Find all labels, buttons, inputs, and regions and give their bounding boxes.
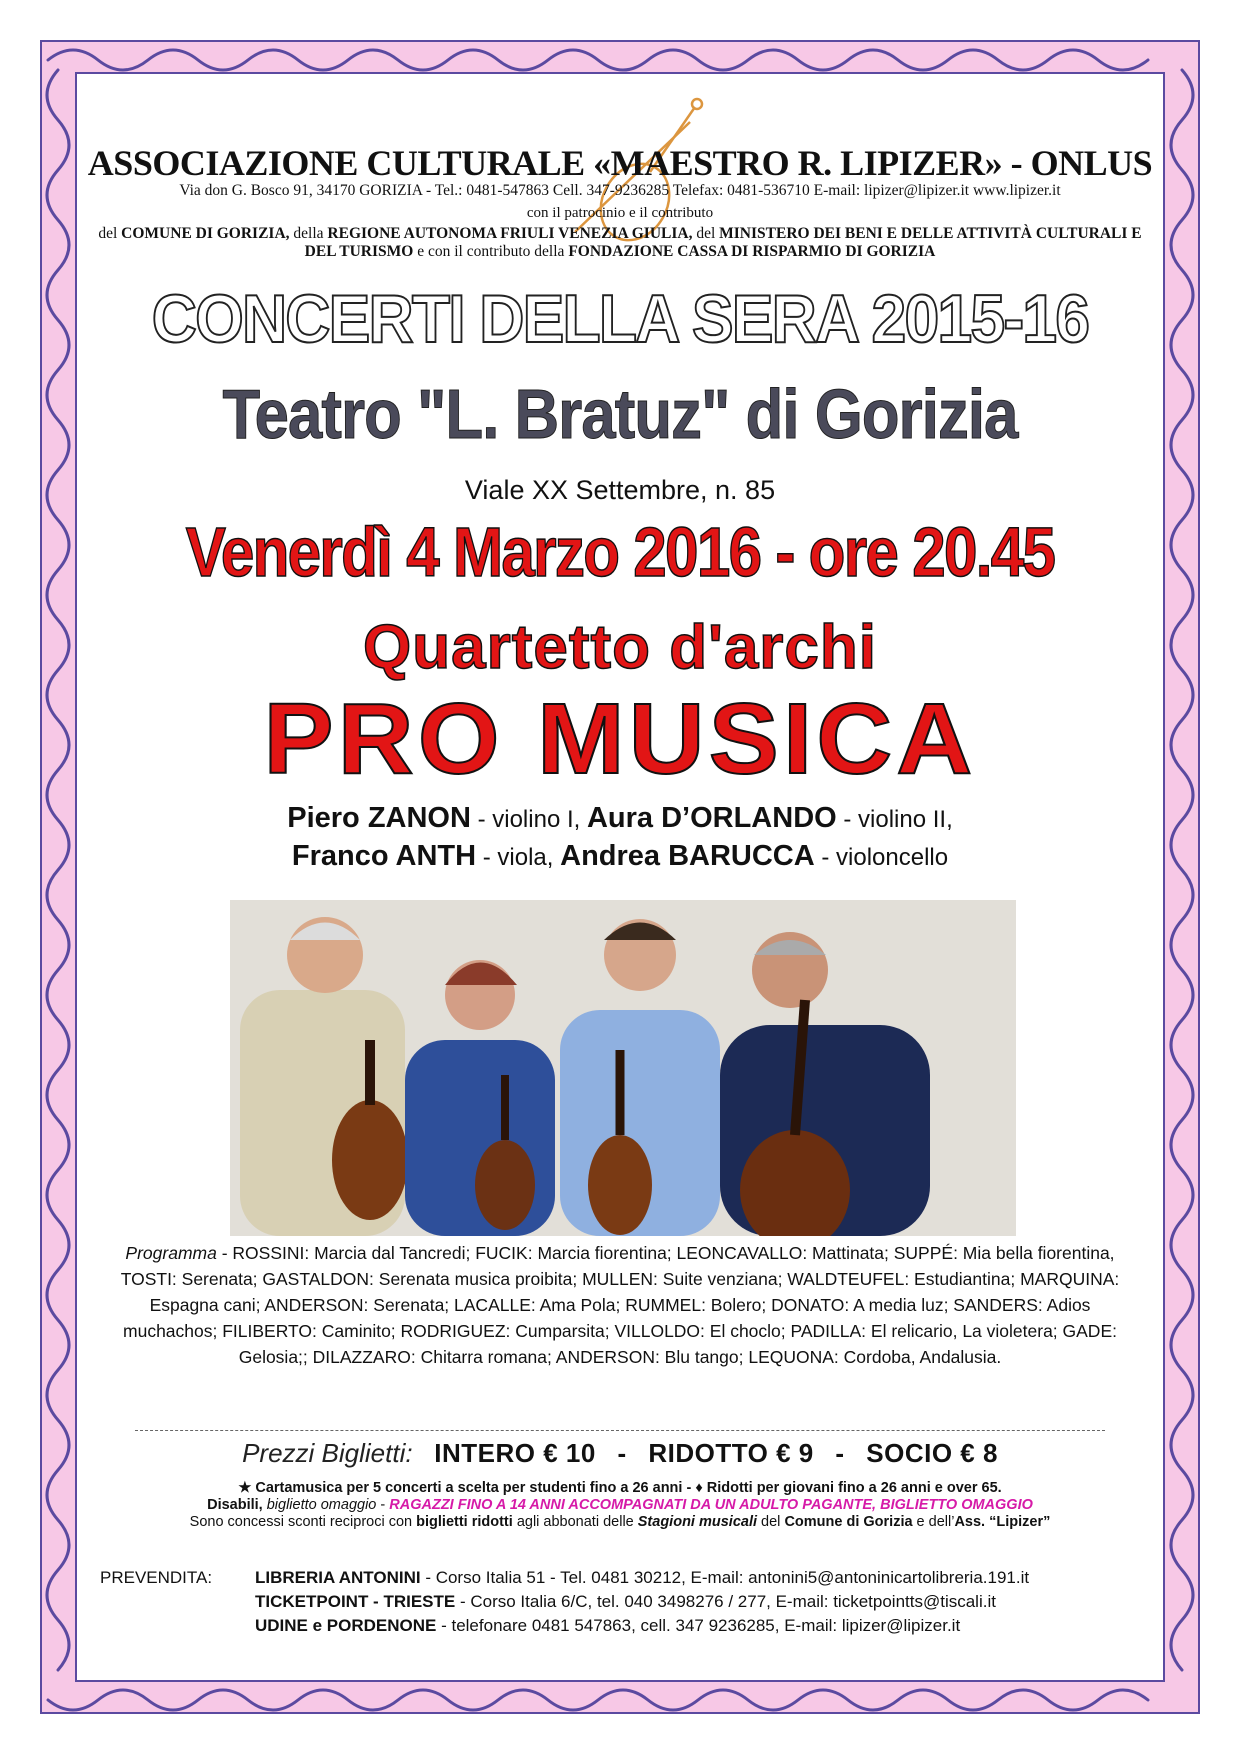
patrons-list: del COMUNE DI GORIZIA, della REGIONE AUTONOMA FRIULI VENEZIA GIULIA, del MINISTERO DEI BENI E DELLE ATTIVITÀ CULTURALI E DEL TURISMO e con il contributo della FONDAZIONE CASSA DI RISPARMIO DI GORIZIA — [98, 225, 1142, 260]
presale-row: UDINE e PORDENONE - telefonare 0481 547863, cell. 347 9236285, E-mail: lipizer@lipizer.it — [255, 1616, 961, 1635]
member-name: Piero ZANON — [287, 802, 471, 834]
divider — [135, 1430, 1105, 1431]
program-text: Programma - ROSSINI: Marcia dal Tancredi; FUCIK: Marcia fiorentina; LEONCAVALLO: Mattinata; SUPPÉ: Mia bella fiorentina, TOSTI: Serenata; GASTALDON: Serenata musica proibita; MULLEN: Suite venziana; WALDTEUFEL: Estudiantina; MARQUINA: Espagna cani; ANDERSON: Serenata; LACALLE: Ama Pola; RUMMEL: Bolero; DONATO: A media luz; SANDERS: Adios muchachos; FILIBERTO: Caminito; RODRIGUEZ: Cumparsita; VILLOLDO: El choclo; PADILLA: El relicario, La violetera; GADE: Gelosia;; DILAZZARO: Chitarra romana; ANDERSON: Blu tango; LEQUONA: Cordoba, Andalusia. — [120, 1243, 1120, 1367]
presale-label: PREVENDITA: — [100, 1568, 213, 1587]
ensemble-name: PRO MUSICA — [263, 683, 977, 795]
quartet-photo — [230, 900, 1016, 1236]
member-name: Aura D’ORLANDO — [586, 802, 837, 834]
ensemble-type: Quartetto d'archi — [362, 613, 878, 682]
ticket-prices: Prezzi Biglietti: INTERO € 10 - RIDOTTO € 9 - SOCIO € 8 — [242, 1438, 998, 1468]
venue-address: Viale XX Settembre, n. 85 — [464, 475, 776, 505]
member-name: Andrea BARUCCA — [560, 840, 815, 872]
association-address: Via don G. Bosco 91, 34170 GORIZIA - Tel.: 0481-547863 Cell. 347-9236285 Telefax: 0481-536710 E-mail: lipizer@lipizer.it www.lipizer.it — [179, 182, 1061, 199]
ticket-notes: ★ Cartamusica per 5 concerti a scelta per studenti fino a 26 anni - ♦ Ridotti per giovani fino a 26 anni e over 65. Disabili, biglietto omaggio - RAGAZZI FINO A 14 ANNI ACCOMPAGNATI DA UN ADULTO PAGANTE, BIGLIETTO OMAGGIO Sono concessi sconti reciproci con biglietti ridotti agli abbonati delle Stagioni musicali del Comune di Gorizia e dell’Ass. “Lipizer” — [189, 1480, 1051, 1530]
member-name: Franco ANTH — [291, 840, 477, 872]
price-member: SOCIO € 8 — [866, 1438, 998, 1468]
price-reduced: RIDOTTO € 9 — [648, 1438, 814, 1468]
members-list: Piero ZANON - violino I, Aura D’ORLANDO - violino II, Franco ANTH - viola, Andrea BARUCCA - violoncello — [287, 802, 953, 872]
presale-row: LIBRERIA ANTONINI - Corso Italia 51 - Tel. 0481 30212, E-mail: antonini5@antoninicartolibreria.191.it — [255, 1568, 1030, 1587]
presale-row: TICKETPOINT - TRIESTE - Corso Italia 6/C, tel. 040 3498276 / 277, E-mail: ticketpointts@tiscali.it — [255, 1592, 996, 1611]
patronage-line: con il patrocinio e il contributo — [526, 205, 714, 221]
poster-content — [75, 72, 1165, 1682]
kids-free-note: RAGAZZI FINO A 14 ANNI ACCOMPAGNATI DA UN ADULTO PAGANTE, BIGLIETTO OMAGGIO — [389, 1497, 1033, 1513]
venue-title: Teatro "L. Bratuz" di Gorizia — [222, 375, 1018, 453]
association-name: ASSOCIAZIONE CULTURALE «MAESTRO R. LIPIZER» - ONLUS — [87, 143, 1153, 183]
season-title: CONCERTI DELLA SERA 2015-16 — [151, 281, 1089, 357]
price-full: INTERO € 10 — [434, 1438, 596, 1468]
event-date-time: Venerdì 4 Marzo 2016 - ore 20.45 — [185, 513, 1055, 591]
